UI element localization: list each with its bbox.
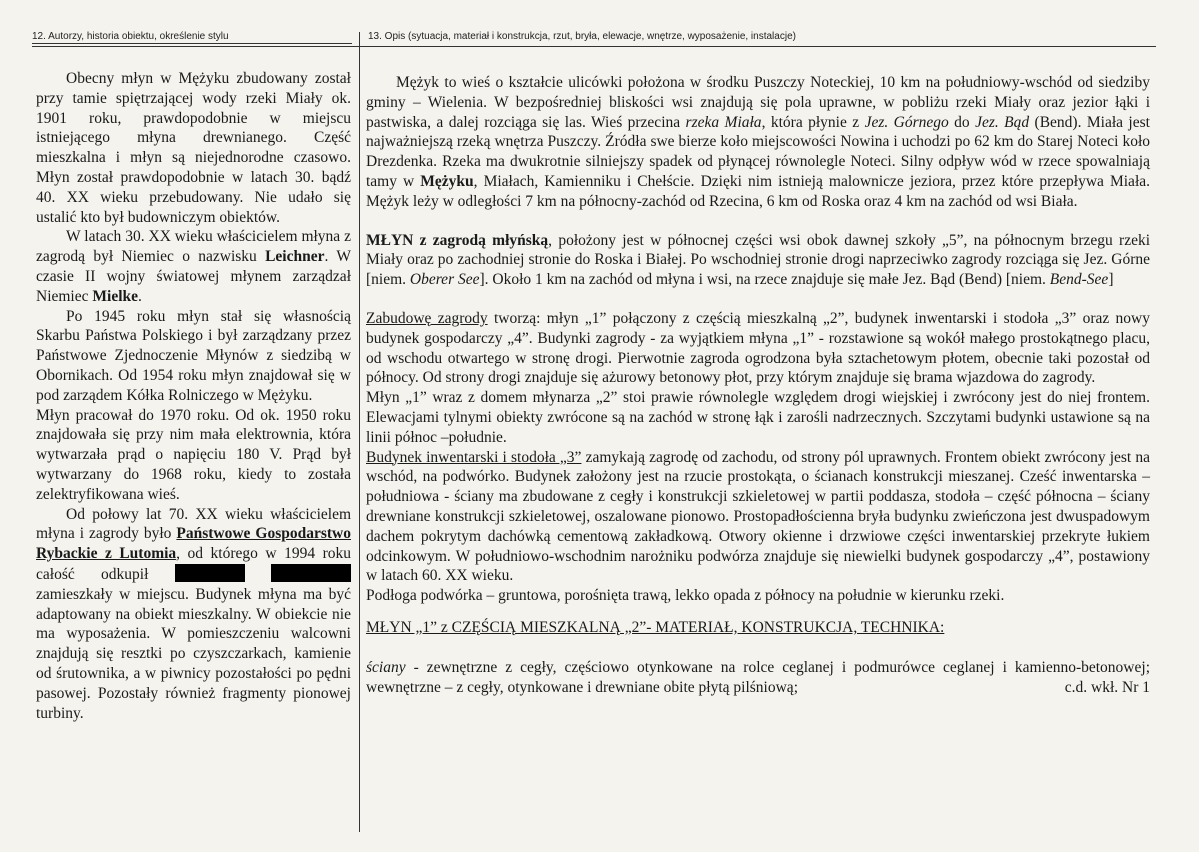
history-paragraph-4: Młyn pracował do 1970 roku. Od ok. 1950 roku znajdowała się przy nim mała elektrownia, która wytwarzała prąd o napięciu 180 V. Prąd był wytwarzany do 1968 roku, kiedy to została zelektryfikowana wieś. (36, 406, 351, 503)
history-paragraph-5: Od połowy lat 70. XX wieku właścicielem młyna i zagrody było Państwowe Gospodarstwo Rybackie z Lutomia, od którego w 1994 roku całość odkupił zamieszkały w miejscu. Budynek młyna ma być adaptowany na obiekt mieszkalny. W obiekcie nie ma wyposażenia. W pomieszczeniu walcowni znajdują się resztki po czyszczarkach, kamienie od śrutownika, a w piwnicy pozostałości po pędni pasowej. Pozostały również fragmenty pionowej turbiny. (36, 505, 351, 722)
description-paragraph-6: Podłoga podwórka – gruntowa, porośnięta trawą, lekko opada z północy na południe w kierunku rzeki. (366, 587, 1005, 605)
redaction-block-2 (271, 564, 351, 582)
continued-note: c.d. wkł. Nr 1 (1064, 678, 1150, 696)
description-paragraph-5: Budynek inwentarski i stodoła „3” zamykają zagrodę od zachodu, od strony pól uprawnych. Frontem obiekt zwrócony jest na wschód, na podwórko. Budynek założony jest na rzucie prostokąta, o ścianach konstrukcji mieszanej. Cześć inwentarska – południowa - ściany ma zbudowane z cegły i konstrukcji szkieletowej w partii poddasza, stodoła – część północna – ściany drewniane konstrukcji szkieletowej, oszalowane pionowo. Prostopadłościenna bryła budynku zwieńczona jest dwuspadowym dachem pokrytym dachówką cementową zakładkową. Otwory okienne i drzwiowe części inwentarskiej przekryte łukiem odcinkowym. W południowo-wschodnim narożniku podwórza znajduje się niewielki budynek gospodarczy „4”, postawiony w latach 60. XX wieku. (366, 448, 1151, 585)
history-paragraph-1: Obecny młyn w Mężyku zbudowany został przy tamie spiętrzającej wody rzeki Miały ok. 1901 roku, prawdopodobnie w miejscu istniejącego młyna drewnianego. Część mieszkalna i młyn są niejednorodne czasowo. Młyn został prawdopodobnie w latach 30. bądź 40. XX wieku przebudowany. Nie udało się ustalić kto był budowniczym obiektów. (36, 70, 351, 226)
history-column (36, 69, 351, 723)
header-left-label: 12. Autorzy, historia obiektu, określenie stylu (32, 31, 352, 44)
mill-heading: MŁYN z zagrodą młyńską (366, 231, 549, 249)
owner-name-mielke: Mielke (92, 287, 139, 305)
header-right-label: 13. Opis (sytuacja, materiał i konstrukcja, rzut, bryła, elewacje, wnętrze, wyposażenie, instalacje) (368, 31, 796, 42)
description-paragraph-4: Młyn „1” wraz z domem młynarza „2” stoi prawie równolegle względem drogi wiejskiej i zwrócony jest do niej frontem. Elewacjami tylnymi obiekty zwrócone są na zachód w stronę łąk i zarośli nadrzecznych. Szczytami budynki ustawione są na linii północ –południe. (366, 389, 1150, 446)
description-paragraph-2: MŁYN z zagrodą młyńską, położony jest w północnej części wsi obok dawnej szkoły „5”, na północnym brzegu rzeki Miały oraz po zachodniej stronie do Roska i Białej. Po wschodniej stronie drogi naprzeciwko zagrody rozciąga się Jez. Górne [niem. Oberer See]. Około 1 km na zachód od młyna i wsi, na rzece znajduje się małe Jez. Bąd (Bend) [niem. Bend-See] (366, 231, 1151, 289)
description-column (366, 73, 1150, 697)
history-paragraph-2: W latach 30. XX wieku właścicielem młyna z zagrodą był Niemiec o nazwisku Leichner. W czasie II wojny światowej młynem zarządzał Niemiec Mielke. (36, 228, 351, 305)
description-paragraph-1: Mężyk to wieś o kształcie ulicówki położona w środku Puszczy Noteckiej, 10 km na południowy-wschód od siedziby gminy – Wielenia. W bezpośredniej bliskości wsi znajdują się pola uprawne, w pobliżu rzeki Miały oraz jezior łąki i pastwiska, a dalej rozciąga się las. Wieś przecina rzeka Miała, która płynie z Jez. Górnego do Jez. Bąd (Bend). Miała jest najważniejszą rzeką wnętrza Puszczy. Źródła swe bierze koło miejscowości Nowina i uchodzi po 62 km do Starej Noteci koło Drezdenka. Rzeka ma dwukrotnie silniejszy spadek od płynącej równolegle Noteci. Silny odpływ wód w rzece spowalniają tamy w Mężyku, Miałach, Kamienniku i Chełście. Dzięki nim istnieją malownicze jeziora, przez które przepływa Miała. Mężyk leży w odległości 7 km na północny-zachód od Rzecina, 6 km od Roska oraz 4 km na zachód od wsi Biała. (366, 74, 1151, 210)
owner-name-leichner: Leichner (265, 248, 325, 266)
redaction-block-1 (175, 564, 245, 582)
walls-label: ściany (366, 658, 406, 676)
section-title: MŁYN „1” z CZĘŚCIĄ MIESZKALNĄ „2”- MATERIAŁ, KONSTRUKCJA, TECHNIKA: (366, 618, 945, 636)
owner-name-pgr: Państwowe Gospodarstwo Rybackie z Lutomia (36, 525, 351, 563)
column-divider (359, 32, 360, 832)
description-paragraph-3: Zabudowę zagrody tworzą: młyn „1” połączony z częścią mieszkalną „2”, budynek inwentarski i stodoła „3” oraz nowy budynek gospodarczy „4”. Budynki zagrody - za wyjątkiem młyna „1” - rozstawione są wokół małego prostokątnego placu, od wschodu otwartego w stronę drogi. Pierwotnie zagroda ogrodzona była sztachetowym płotem, obecnie taki pozostał od północy. Od strony drogi znajduje się ażurowy betonowy płot, przy którym znajduje się brama wjazdowa do zagrody. (366, 309, 1150, 387)
header-rule (32, 46, 1156, 47)
walls-paragraph: ściany - zewnętrzne z cegły, częściowo otynkowane na rolce ceglanej i podmurówce ceglanej i kamienno-betonowej; wewnętrzne – z cegły, otynkowane i drewniane obite płytą pilśniową; c.d. wkł. Nr 1 (366, 658, 1150, 696)
history-paragraph-3: Po 1945 roku młyn stał się własnością Skarbu Państwa Polskiego i był zarządzany przez Państwowe Zjednoczenie Młynów z siedzibą w Obornikach. Od 1954 roku młyn znajdował się w pod zarządem Kółka Rolniczego w Mężyku. (36, 307, 351, 404)
